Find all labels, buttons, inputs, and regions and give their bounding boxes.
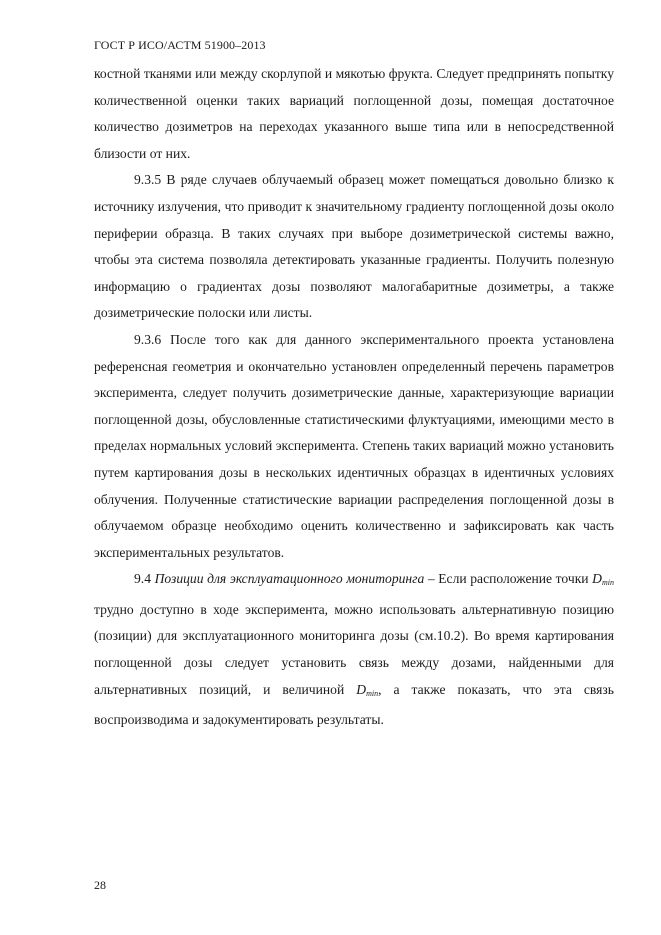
dmin-symbol-2: D [356, 681, 367, 697]
paragraph-continuation: костной тканями или между скорлупой и мякотью фрукта. Следует предпринять попытку количественной оценки таких вариаций поглощенной дозы, помещая достаточное количество дозиметров на переходах указанного выше типа или в непосредственной близости от них. [94, 66, 614, 161]
document-header: ГОСТ Р ИСО/АСТМ 51900–2013 [94, 38, 266, 52]
paragraph-text-a: – Если расположение точки [424, 571, 593, 587]
paragraph-9-4 [94, 566, 614, 734]
dmin-subscript-2: min [366, 688, 379, 698]
dmin-subscript: min [602, 578, 614, 588]
page-number: 28 [94, 878, 106, 892]
paragraph-text-c: , а также показать, что эта связь воспроизводима и задокументировать результаты. [94, 681, 614, 728]
paragraph-9-3-5: 9.3.5 В ряде случаев облучаемый образец может помещаться довольно близко к источнику излучения, что приводит к значительному градиенту поглощенной дозы около периферии образца. В таких случаях при выборе дозиметрической системы важно, чтобы эта система позволяла детектировать указанные градиенты. Получить полезную информацию о градиентах дозы позволяют малогабаритные дозиметры, а также дозиметрические полоски или листы. [94, 172, 614, 321]
paragraph-text-b: трудно доступно в ходе эксперимента, можно использовать альтернативную позицию (позиции) для эксплуатационного мониторинга дозы (см.10.2). Во время картирования поглощенной дозы следует установить связь между дозами, найденными для альтернативных позиций, и величиной [94, 601, 614, 697]
dmin-symbol: D [592, 571, 602, 587]
document-body [94, 61, 614, 734]
section-number: 9.4 [134, 571, 151, 587]
section-title: Позиции для эксплуатационного мониторинга [154, 571, 425, 587]
paragraph-9-3-6: 9.3.6 После того как для данного экспериментального проекта установлена референсная геометрия и окончательно установлен определенный перечень параметров эксперимента, следует получить дозиметрические данные, характеризующие вариации поглощенной дозы, обусловленные статистическими флуктуациями, имеющими место в пределах нормальных условий эксперимента. Степень таких вариаций можно установить путем картирования дозы в нескольких идентичных образцах в идентичных условиях облучения. Полученные статистические вариации распределения поглощенной дозы в облучаемом образце необходимо оценить количественно и зафиксировать как часть экспериментальных результатов. [94, 331, 614, 560]
